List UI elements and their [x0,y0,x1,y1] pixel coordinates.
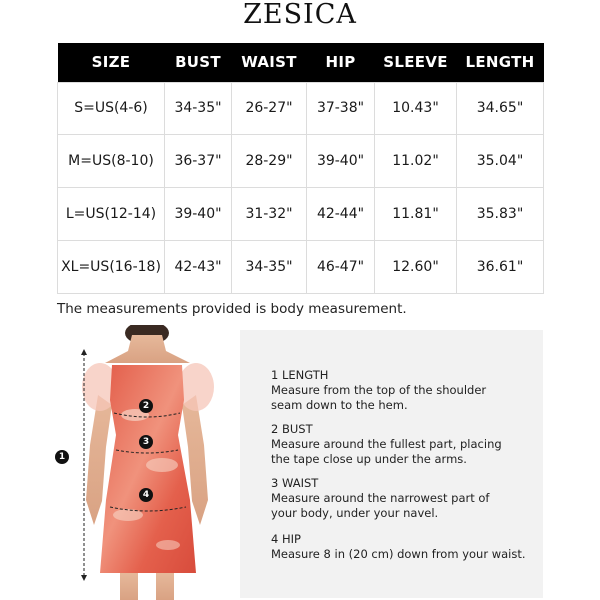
cell-size: L=US(12-14) [58,188,165,241]
table-row [58,188,544,241]
marker-waist: 3 [139,435,153,449]
step-text: Measure from the top of the shoulder [271,383,487,397]
step-title: 1 LENGTH [271,368,329,382]
model-dress-illustration [50,325,235,600]
cell-sleeve: 11.02" [375,135,457,188]
header-bust: BUST [165,43,232,82]
measuring-guide-panel [240,330,543,598]
header-hip: HIP [307,43,375,82]
marker-bust: 2 [139,399,153,413]
step-length [271,368,486,413]
table-header-row [58,43,544,82]
cell-size: M=US(8-10) [58,135,165,188]
cell-bust: 36-37" [165,135,232,188]
size-chart-table [57,43,544,294]
header-length: LENGTH [457,43,544,82]
cell-waist: 34-35" [232,240,307,293]
cell-bust: 39-40" [165,188,232,241]
measurement-note: The measurements provided is body measurement. [57,301,407,317]
step-hip [271,532,526,562]
step-text: Measure around the narrowest part of [271,491,490,505]
step-waist [271,476,489,521]
header-sleeve: SLEEVE [375,43,457,82]
step-text: the tape close up under the arms. [271,452,467,466]
table-row [58,82,544,135]
cell-hip: 46-47" [307,240,375,293]
step-text: seam down to the hem. [271,398,408,412]
cell-hip: 42-44" [307,188,375,241]
cell-sleeve: 12.60" [375,240,457,293]
step-title: 3 WAIST [271,476,319,490]
cell-size: S=US(4-6) [58,82,165,135]
table-row [58,240,544,293]
cell-sleeve: 11.81" [375,188,457,241]
marker-length: 1 [55,450,69,464]
cell-length: 35.04" [457,135,544,188]
cell-length: 36.61" [457,240,544,293]
marker-hip: 4 [139,488,153,502]
cell-hip: 37-38" [307,82,375,135]
product-photo [50,325,235,600]
brand-logo: ZESICA [243,0,357,30]
step-bust [271,422,502,467]
cell-waist: 28-29" [232,135,307,188]
cell-waist: 31-32" [232,188,307,241]
header-waist: WAIST [232,43,307,82]
cell-size: XL=US(16-18) [58,240,165,293]
cell-bust: 34-35" [165,82,232,135]
step-title: 2 BUST [271,422,313,436]
step-text: Measure 8 in (20 cm) down from your waist. [271,547,526,561]
cell-sleeve: 10.43" [375,82,457,135]
cell-length: 35.83" [457,188,544,241]
table-row [58,135,544,188]
cell-length: 34.65" [457,82,544,135]
step-text: Measure around the fullest part, placing [271,437,502,451]
step-title: 4 HIP [271,532,301,546]
header-size: SIZE [58,43,165,82]
cell-waist: 26-27" [232,82,307,135]
step-text: your body, under your navel. [271,506,439,520]
cell-bust: 42-43" [165,240,232,293]
cell-hip: 39-40" [307,135,375,188]
